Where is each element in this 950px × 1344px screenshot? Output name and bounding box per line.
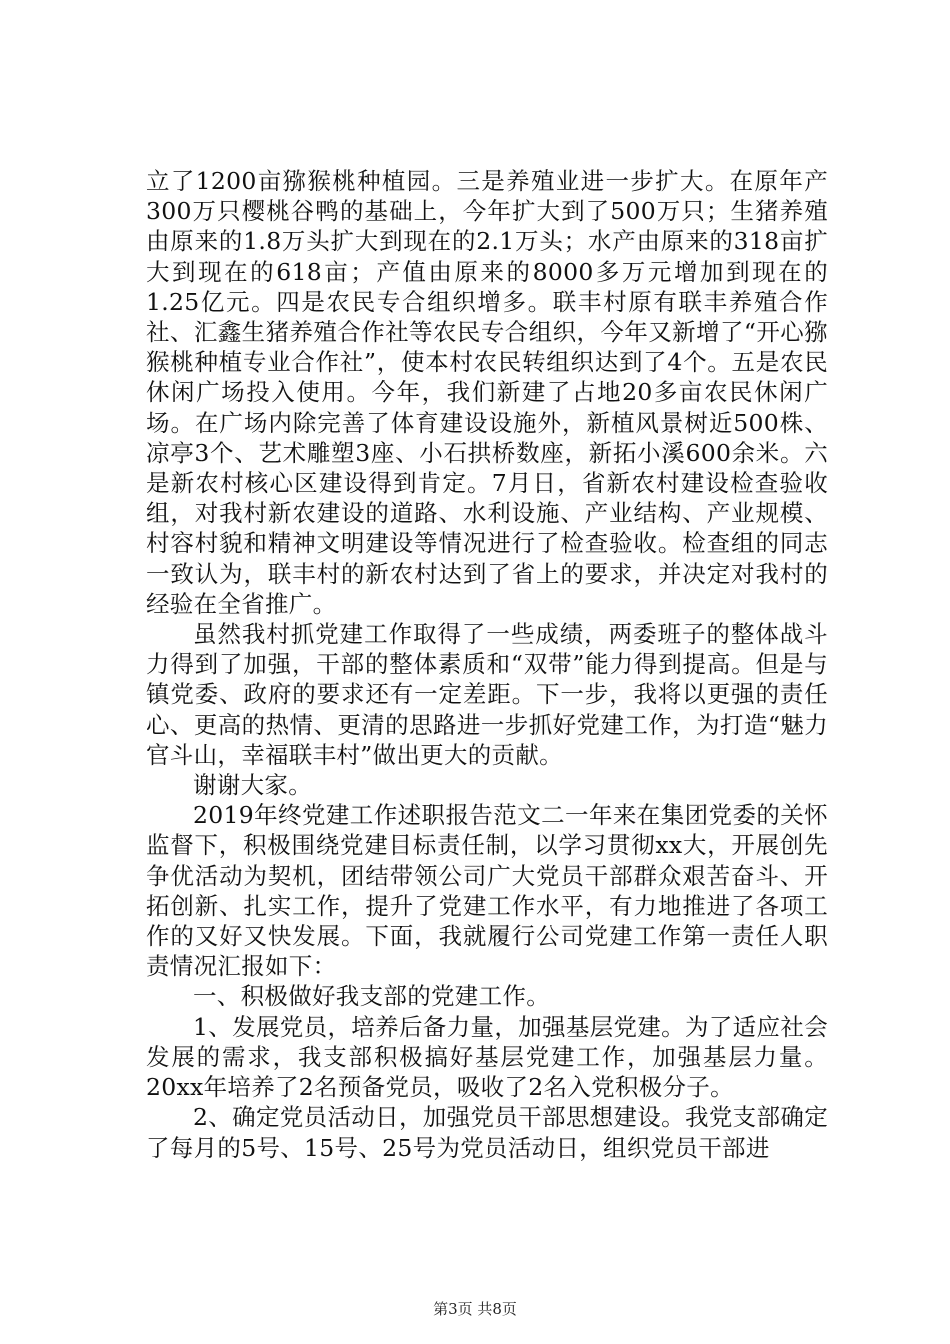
paragraph-5: 一、积极做好我支部的党建工作。 xyxy=(193,982,550,1011)
paragraph-7: 2、确定党员活动日，加强党员干部思想建设。我党支部确定了每月的5号、15号、25号为党员活动日，组织党员干部进 xyxy=(146,1103,828,1162)
paragraph-3: 谢谢大家。 xyxy=(193,771,312,800)
paragraph-2: 虽然我村抓党建工作取得了一些成绩，两委班子的整体战斗力得到了加强，干部的整体素质和“双带”能力得到提高。但是与镇党委、政府的要求还有一定差距。下一步，我将以更强的责任心、更高的热情、更清的思路进一步抓好党建工作，为打造“魅力官斗山，幸福联丰村”做出更大的贡献。 xyxy=(146,620,828,769)
page-number-footer: 第3页 共8页 xyxy=(433,1300,517,1318)
paragraph-1: 立了1200亩猕猴桃种植园。三是养殖业进一步扩大。在原年产300万只樱桃谷鸭的基础上，今年扩大到了500万只；生猪养殖由原来的1.8万头扩大到现在的2.1万头；水产由原来的318亩扩大到现在的618亩；产值由原来的8000多万元增加到现在的1.25亿元。四是农民专合组织增多。联丰村原有联丰养殖合作社、汇鑫生猪养殖合作社等农民专合组织，今年又新增了“开心猕猴桃种植专业合作社”，使本村农民转组织达到了4个。五是农民休闲广场投入使用。今年，我们新建了占地20多亩农民休闲广场。在广场内除完善了体育建设设施外，新植风景树近500株、凉亭3个、艺术雕塑3座、小石拱桥数座，新拓小溪600余米。六是新农村核心区建设得到肯定。7月日，省新农村建设检查验收组，对我村新农建设的道路、水利设施、产业结构、产业规模、村容村貌和精神文明建设等情况进行了检查验收。检查组的同志一致认为，联丰村的新农村达到了省上的要求，并决定对我村的经验在全省推广。 xyxy=(146,167,828,618)
paragraph-6: 1、发展党员，培养后备力量，加强基层党建。为了适应社会发展的需求，我支部积极搞好基层党建工作，加强基层力量。20xx年培养了2名预备党员，吸收了2名入党积极分子。 xyxy=(146,1012,828,1102)
document-body xyxy=(146,166,828,1163)
paragraph-4: 2019年终党建工作述职报告范文二一年来在集团党委的关怀监督下，积极围绕党建目标责任制，以学习贯彻xx大，开展创先争优活动为契机，团结带领公司广大党员干部群众艰苦奋斗、开拓创新、扎实工作，提升了党建工作水平，有力地推进了各项工作的又好又快发展。下面，我就履行公司党建工作第一责任人职责情况汇报如下： xyxy=(146,801,828,981)
